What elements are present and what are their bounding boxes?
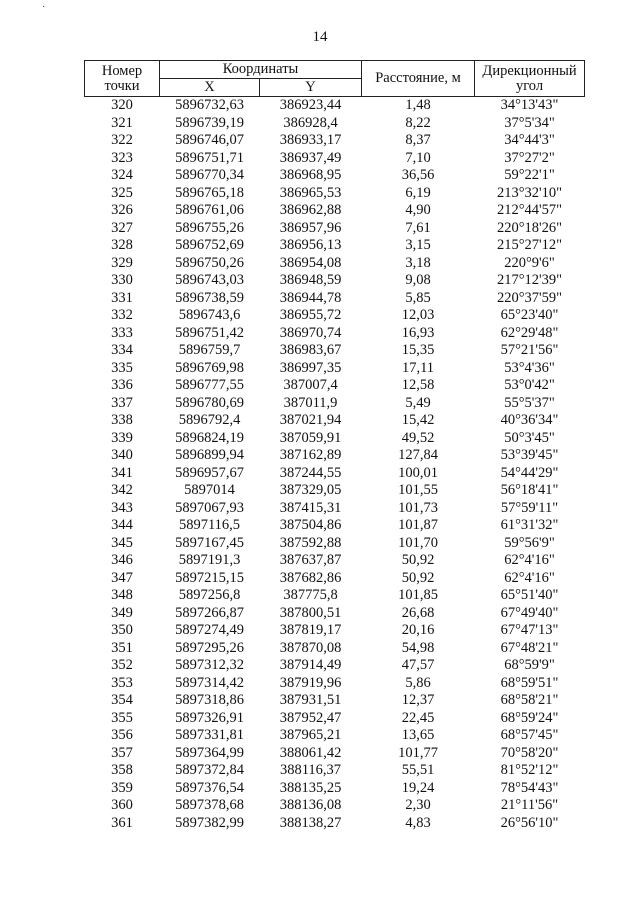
table-row [85,727,585,745]
direction-angle-cell: 59°22'1" [504,167,555,183]
y-coordinate-cell: 386923,44 [279,97,342,113]
x-coordinate-cell: 5897256,8 [178,587,241,603]
direction-angle-cell: 68°59'9" [504,657,555,673]
table-row [85,395,585,413]
distance-cell: 54,98 [401,639,435,656]
distance-cell: 101,55 [398,482,438,498]
distance-cell: 15,35 [401,342,435,358]
direction-angle-cell: 37°27'2" [504,149,555,166]
x-coordinate-cell: 5897116,5 [178,517,241,533]
y-coordinate-cell: 386944,78 [279,289,342,306]
table-row [85,237,585,255]
distance-cell: 101,77 [398,744,438,761]
direction-angle-cell: 53°39'45" [500,447,559,463]
y-coordinate-cell: 388135,25 [279,779,342,796]
table-row [85,202,585,220]
x-coordinate-cell: 5897266,87 [175,604,244,621]
direction-angle-cell: 40°36'34" [500,412,559,428]
x-coordinate-cell: 5896792,4 [178,412,241,428]
distance-cell: 36,56 [401,167,435,183]
direction-angle-cell: 54°44'29" [500,464,559,481]
page-number: 14 [312,29,328,45]
direction-angle-cell: 61°31'32" [500,517,559,533]
x-coordinate-cell: 5897312,32 [175,657,244,673]
point-number-cell: 321 [111,114,133,131]
distance-cell: 4,90 [405,202,431,218]
y-coordinate-cell: 387415,31 [279,499,342,516]
table-row [85,132,585,150]
table-row [85,465,585,483]
header-direction-angle: Дирекционный угол [475,61,585,97]
point-number-cell: 323 [111,149,133,166]
x-coordinate-cell: 5897376,54 [175,779,244,796]
distance-cell: 1,48 [405,97,431,113]
y-coordinate-cell: 387504,86 [279,517,342,533]
x-coordinate-cell: 5896777,55 [175,377,244,393]
table-row [85,342,585,360]
x-coordinate-cell: 5897326,91 [175,709,244,726]
direction-angle-cell: 21°11'56" [500,797,559,813]
y-coordinate-cell: 386965,53 [279,184,342,201]
table-row [85,325,585,343]
point-number-cell: 356 [111,727,133,743]
coordinates-table [84,60,585,832]
direction-angle-cell: 65°23'40" [500,307,559,323]
x-coordinate-cell: 5896755,26 [175,219,244,236]
point-number-cell: 327 [111,219,133,236]
distance-cell: 26,68 [401,604,435,621]
table-row [85,552,585,570]
y-coordinate-cell: 387800,51 [279,604,342,621]
table-row [85,412,585,430]
table-row [85,657,585,675]
direction-angle-cell: 57°59'11" [500,499,559,516]
table-row [85,220,585,238]
direction-angle-cell: 215°27'12" [496,237,563,253]
x-coordinate-cell: 5896743,6 [178,307,241,323]
direction-angle-cell: 78°54'43" [500,779,559,796]
direction-angle-cell: 56°18'41" [500,482,559,498]
table-row [85,517,585,535]
distance-cell: 5,49 [405,394,431,411]
table-row [85,307,585,325]
x-coordinate-cell: 5896824,19 [175,429,244,446]
x-coordinate-cell: 5896743,03 [175,272,244,288]
direction-angle-cell: 213°32'10" [496,184,563,201]
y-coordinate-cell: 387819,17 [279,622,342,638]
point-number-cell: 340 [111,447,133,463]
distance-cell: 12,37 [401,692,435,708]
table-row [85,815,585,833]
x-coordinate-cell: 5897314,42 [175,674,244,691]
table-row [85,605,585,623]
y-coordinate-cell: 387162,89 [279,447,342,463]
y-coordinate-cell: 386928,4 [283,114,338,131]
y-coordinate-cell: 386955,72 [279,307,342,323]
point-number-cell: 337 [111,394,133,411]
distance-cell: 4,83 [405,814,431,831]
table-row [85,447,585,465]
point-number-cell: 361 [111,814,133,831]
table-row [85,745,585,763]
table-row [85,587,585,605]
distance-cell: 5,86 [405,674,431,691]
distance-cell: 17,11 [401,359,435,376]
table-row [85,255,585,273]
distance-cell: 20,16 [401,622,435,638]
header-x: X [160,79,260,97]
y-coordinate-cell: 387592,88 [279,534,342,551]
y-coordinate-cell: 388138,27 [279,814,342,831]
x-coordinate-cell: 5896738,59 [175,289,244,306]
direction-angle-cell: 70°58'20" [500,744,559,761]
x-coordinate-cell: 5896732,63 [175,97,244,113]
table-row [85,482,585,500]
x-coordinate-cell: 5897191,3 [178,552,241,568]
y-coordinate-cell: 386968,95 [279,167,342,183]
direction-angle-cell: 55°5'37" [504,394,555,411]
x-coordinate-cell: 5897372,84 [175,762,244,778]
y-coordinate-cell: 387952,47 [279,709,342,726]
direction-angle-cell: 34°44'3" [504,132,555,148]
distance-cell: 12,03 [401,307,435,323]
x-coordinate-cell: 5897382,99 [175,814,244,831]
distance-cell: 3,18 [405,254,431,271]
distance-cell: 12,58 [401,377,435,393]
x-coordinate-cell: 5897331,81 [175,727,244,743]
point-number-cell: 352 [111,657,133,673]
distance-cell: 47,57 [401,657,435,673]
y-coordinate-cell: 388136,08 [279,797,342,813]
point-number-cell: 332 [111,307,133,323]
direction-angle-cell: 34°13'43" [500,97,559,113]
point-number-cell: 358 [111,762,133,778]
direction-angle-cell: 67°47'13" [500,622,559,638]
direction-angle-cell: 62°4'16" [504,569,555,586]
x-coordinate-cell: 5897067,93 [175,499,244,516]
distance-cell: 2,30 [405,797,431,813]
point-number-cell: 320 [111,97,133,113]
y-coordinate-cell: 388116,37 [279,762,342,778]
distance-cell: 19,24 [401,779,435,796]
distance-cell: 5,85 [405,289,431,306]
x-coordinate-cell: 5896750,26 [175,254,244,271]
x-coordinate-cell: 5896752,69 [175,237,244,253]
x-coordinate-cell: 5897014 [184,482,235,498]
y-coordinate-cell: 386970,74 [279,324,342,341]
distance-cell: 6,19 [405,184,431,201]
direction-angle-cell: 62°29'48" [500,324,559,341]
header-distance: Расстояние, м [362,61,475,97]
point-number-cell: 322 [111,132,133,148]
point-number-cell: 359 [111,779,133,796]
x-coordinate-cell: 5896751,71 [175,149,244,166]
direction-angle-cell: 81°52'12" [500,762,559,778]
direction-angle-cell: 65°51'40" [500,587,559,603]
header-coordinates: Координаты [160,61,362,79]
table-row [85,797,585,815]
point-number-cell: 351 [111,639,133,656]
distance-cell: 50,92 [401,552,435,568]
y-coordinate-cell: 387919,96 [279,674,342,691]
point-number-cell: 341 [111,464,133,481]
table-row [85,622,585,640]
point-number-cell: 354 [111,692,133,708]
point-number-cell: 355 [111,709,133,726]
point-number-cell: 336 [111,377,133,393]
direction-angle-cell: 59°56'9" [504,534,555,551]
direction-angle-cell: 26°56'10" [500,814,559,831]
distance-cell: 49,52 [401,429,435,446]
direction-angle-cell: 67°49'40" [500,604,559,621]
distance-cell: 9,08 [405,272,431,288]
direction-angle-cell: 212°44'57" [496,202,563,218]
table-row [85,360,585,378]
distance-cell: 22,45 [401,709,435,726]
x-coordinate-cell: 5896765,18 [175,184,244,201]
x-coordinate-cell: 5896746,07 [175,132,244,148]
y-coordinate-cell: 387965,21 [279,727,342,743]
x-coordinate-cell: 5897364,99 [175,744,244,761]
direction-angle-cell: 220°9'6" [504,254,555,271]
distance-cell: 55,51 [401,762,435,778]
x-coordinate-cell: 5897167,45 [175,534,244,551]
x-coordinate-cell: 5896769,98 [175,359,244,376]
point-number-cell: 325 [111,184,133,201]
point-number-cell: 346 [111,552,133,568]
x-coordinate-cell: 5896751,42 [175,324,244,341]
y-coordinate-cell: 387931,51 [279,692,342,708]
point-number-cell: 329 [111,254,133,271]
table-row [85,272,585,290]
y-coordinate-cell: 386937,49 [279,149,342,166]
point-number-cell: 343 [111,499,133,516]
point-number-cell: 334 [111,342,133,358]
y-coordinate-cell: 386933,17 [279,132,342,148]
y-coordinate-cell: 387682,86 [279,569,342,586]
distance-cell: 101,87 [398,517,438,533]
direction-angle-cell: 62°4'16" [504,552,555,568]
point-number-cell: 350 [111,622,133,638]
distance-cell: 101,73 [398,499,438,516]
distance-cell: 16,93 [401,324,435,341]
distance-cell: 100,01 [398,464,438,481]
point-number-cell: 357 [111,744,133,761]
table-body [85,97,585,833]
x-coordinate-cell: 5896780,69 [175,394,244,411]
y-coordinate-cell: 387059,91 [279,429,342,446]
point-number-cell: 335 [111,359,133,376]
point-number-cell: 347 [111,569,133,586]
point-number-cell: 333 [111,324,133,341]
table-row [85,430,585,448]
y-coordinate-cell: 386962,88 [279,202,342,218]
corner-mark: ˙ [42,5,46,16]
distance-cell: 127,84 [398,447,438,463]
table-row [85,692,585,710]
distance-cell: 50,92 [401,569,435,586]
y-coordinate-cell: 386957,96 [279,219,342,236]
y-coordinate-cell: 387775,8 [283,587,338,603]
x-coordinate-cell: 5897215,15 [175,569,244,586]
table-row [85,640,585,658]
x-coordinate-cell: 5896761,06 [175,202,244,218]
distance-cell: 3,15 [405,237,431,253]
point-number-cell: 342 [111,482,133,498]
direction-angle-cell: 68°58'21" [500,692,559,708]
direction-angle-cell: 53°4'36" [504,359,555,376]
table-row [85,762,585,780]
x-coordinate-cell: 5896899,94 [175,447,244,463]
point-number-cell: 348 [111,587,133,603]
table-row [85,115,585,133]
x-coordinate-cell: 5896957,67 [175,464,244,481]
x-coordinate-cell: 5897295,26 [175,639,244,656]
header-y: Y [260,79,362,97]
table-row [85,167,585,185]
table-row [85,185,585,203]
point-number-cell: 345 [111,534,133,551]
direction-angle-cell: 68°59'51" [500,674,559,691]
x-coordinate-cell: 5897318,86 [175,692,244,708]
direction-angle-cell: 68°59'24" [500,709,559,726]
y-coordinate-cell: 387870,08 [279,639,342,656]
y-coordinate-cell: 386983,67 [279,342,342,358]
direction-angle-cell: 220°37'59" [496,289,563,306]
direction-angle-cell: 50°3'45" [504,429,555,446]
point-number-cell: 344 [111,517,133,533]
distance-cell: 7,10 [405,149,431,166]
point-number-cell: 349 [111,604,133,621]
direction-angle-cell: 57°21'56" [500,342,559,358]
x-coordinate-cell: 5896739,19 [175,114,244,131]
x-coordinate-cell: 5897274,49 [175,622,244,638]
header-point-number: Номер точки [85,61,160,97]
y-coordinate-cell: 387011,9 [283,394,338,411]
table-row [85,290,585,308]
distance-cell: 8,22 [405,114,431,131]
y-coordinate-cell: 386948,59 [279,272,342,288]
y-coordinate-cell: 386954,08 [279,254,342,271]
y-coordinate-cell: 386956,13 [279,237,342,253]
direction-angle-cell: 68°57'45" [500,727,559,743]
table-row [85,500,585,518]
y-coordinate-cell: 387914,49 [279,657,342,673]
point-number-cell: 328 [111,237,133,253]
y-coordinate-cell: 387021,94 [279,412,342,428]
x-coordinate-cell: 5897378,68 [175,797,244,813]
table-row [85,535,585,553]
direction-angle-cell: 217°12'39" [496,272,563,288]
point-number-cell: 353 [111,674,133,691]
distance-cell: 101,70 [398,534,438,551]
point-number-cell: 326 [111,202,133,218]
x-coordinate-cell: 5896770,34 [175,167,244,183]
point-number-cell: 330 [111,272,133,288]
table-row [85,570,585,588]
y-coordinate-cell: 387637,87 [279,552,342,568]
direction-angle-cell: 67°48'21" [500,639,559,656]
distance-cell: 8,37 [405,132,431,148]
distance-cell: 7,61 [405,219,431,236]
distance-cell: 13,65 [401,727,435,743]
table-row [85,710,585,728]
point-number-cell: 331 [111,289,133,306]
table-row [85,675,585,693]
y-coordinate-cell: 387329,05 [279,482,342,498]
direction-angle-cell: 37°5'34" [504,114,555,131]
x-coordinate-cell: 5896759,7 [178,342,241,358]
direction-angle-cell: 220°18'26" [496,219,563,236]
direction-angle-cell: 53°0'42" [504,377,555,393]
y-coordinate-cell: 387244,55 [279,464,342,481]
y-coordinate-cell: 388061,42 [279,744,342,761]
table-row [85,97,585,115]
distance-cell: 15,42 [401,412,435,428]
distance-cell: 101,85 [398,587,438,603]
point-number-cell: 360 [111,797,133,813]
y-coordinate-cell: 387007,4 [283,377,338,393]
point-number-cell: 338 [111,412,133,428]
table-row [85,780,585,798]
y-coordinate-cell: 386997,35 [279,359,342,376]
table-row [85,377,585,395]
point-number-cell: 339 [111,429,133,446]
point-number-cell: 324 [111,167,133,183]
table-row [85,150,585,168]
